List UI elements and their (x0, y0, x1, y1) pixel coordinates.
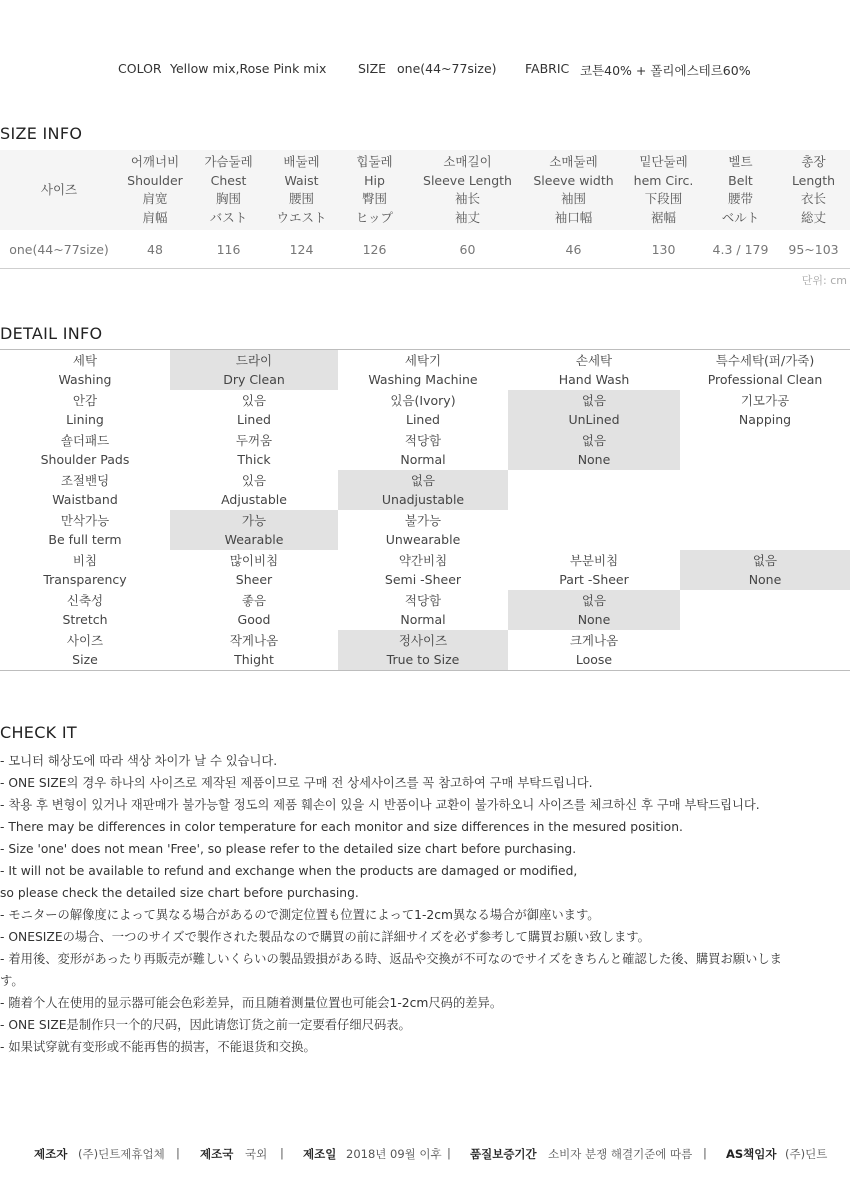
check-it-title: CHECK IT (0, 723, 77, 742)
check-it-line: - Size 'one' does not mean 'Free', so please refer to the detailed size chart before purchasing. (0, 842, 577, 856)
size-row-header: 사이즈 (0, 150, 118, 230)
detail-option-cell: 불가능 Unwearable (385, 512, 461, 547)
check-it-line: - There may be differences in color temperature for each monitor and size differences in the mesured position. (0, 820, 683, 834)
detail-option-cell: 특수세탁(퍼/가죽) Professional Clean (707, 352, 823, 387)
detail-row (0, 630, 850, 671)
date-value: 2018년 09월 이후 (346, 1147, 442, 1161)
check-it-line: - 착용 후 변형이 있거나 재판매가 불가능할 정도의 제품 훼손이 있을 시 반품이나 교환이 불가하오니 사이즈를 체크하신 후 구매 부탁드립니다. (0, 798, 760, 812)
size-value-cell: 60 (411, 230, 524, 269)
check-it-line: - It will not be available to refund and exchange when the products are damaged or modified, (0, 864, 578, 878)
detail-option-cell: 손세탁 Hand Wash (558, 352, 630, 387)
size-row-label: one(44~77size) (0, 230, 118, 269)
check-it-line: - 随着个人在使用的显示器可能会色彩差异，而且随着测量位置也可能会1-2cm尺码的差异。 (0, 996, 503, 1010)
detail-option-cell: 적당함 Normal (400, 592, 446, 627)
detail-table (0, 349, 850, 671)
size-value-cell: 130 (623, 230, 704, 269)
detail-option-cell: 기모가공 Napping (738, 392, 792, 427)
size-value-cell: 46 (524, 230, 623, 269)
check-it-line: - ONESIZEの場合、一つのサイズで製作された製品なので購買の前に詳細サイズを必ず参考して購買お願い致します。 (0, 930, 650, 944)
check-it-line: so please check the detailed size chart before purchasing. (0, 886, 359, 900)
color-value: Yellow mix,Rose Pink mix (170, 61, 327, 76)
detail-option-cell: 가능 Wearable (170, 510, 338, 550)
size-col-header: 밑단둘레 hem Circ. 下段围 裾幅 (623, 150, 704, 230)
detail-info-title: DETAIL INFO (0, 324, 103, 343)
size-label: SIZE (358, 61, 387, 76)
detail-row-label: 비침 Transparency (43, 552, 127, 587)
detail-row-label: 사이즈 Size (66, 632, 104, 667)
size-value-cell: 48 (118, 230, 192, 269)
detail-option-cell: 없음 None (680, 550, 850, 590)
size-col-header: 어깨너비 Shoulder 肩宽 肩幅 (118, 150, 192, 230)
detail-option-cell: 많이비침 Sheer (229, 552, 279, 587)
as-label: AS책임자 (726, 1147, 777, 1161)
detail-option-cell: 부분비침 Part -Sheer (559, 552, 629, 587)
detail-option-cell: 있음 Lined (237, 392, 271, 427)
maker-value: (주)딘트제휴업체 (78, 1147, 165, 1161)
detail-option-cell: 약간비침 Semi -Sheer (384, 552, 462, 587)
check-it-line: - 모니터 해상도에 따라 색상 차이가 날 수 있습니다. (0, 754, 278, 768)
size-value-cell: 4.3 / 179 (704, 230, 777, 269)
maker-label: 제조자 (34, 1147, 68, 1161)
detail-option-cell: 있음(Ivory) Lined (390, 392, 456, 427)
detail-option-cell: 세탁기 Washing Machine (368, 352, 478, 387)
size-value-cell: 126 (338, 230, 411, 269)
color-label: COLOR (118, 61, 162, 76)
detail-row (0, 350, 850, 391)
size-table-header (0, 150, 850, 230)
size-table-row (0, 230, 850, 269)
size-value-cell: 95~103 (777, 230, 850, 269)
size-col-header: 배둘레 Waist 腰围 ウエスト (265, 150, 338, 230)
detail-option-cell: 드라이 Dry Clean (170, 350, 338, 391)
fabric-value: 코튼40% + 폴리에스테르60% (580, 63, 751, 78)
check-it-line: - 如果试穿就有变形或不能再售的损害，不能退货和交换。 (0, 1040, 316, 1054)
detail-row (0, 390, 850, 430)
detail-option-cell (680, 430, 850, 470)
detail-option-cell: 적당함 Normal (400, 432, 446, 467)
size-col-header: 소매둘레 Sleeve width 袖围 袖口幅 (524, 150, 623, 230)
detail-option-cell (680, 510, 850, 550)
check-it-line: - ONE SIZE是制作只一个的尺码，因此请您订货之前一定要看仔细尺码表。 (0, 1018, 411, 1032)
footer-separator: | (703, 1146, 707, 1160)
detail-option-cell: 좋음 Good (237, 592, 271, 627)
country-value: 국외 (245, 1147, 268, 1161)
country-label: 제조국 (200, 1147, 234, 1161)
warranty-label: 품질보증기간 (470, 1147, 537, 1161)
detail-option-cell: 있음 Adjustable (221, 472, 287, 507)
detail-row (0, 590, 850, 630)
fabric-label: FABRIC (525, 61, 570, 76)
footer-separator: | (280, 1146, 284, 1160)
detail-row (0, 470, 850, 510)
detail-option-cell (508, 470, 680, 510)
detail-option-cell (680, 590, 850, 630)
check-it-list (0, 750, 850, 1058)
size-col-header: 소매길이 Sleeve Length 袖长 袖丈 (411, 150, 524, 230)
detail-row-label: 만삭가능 Be full term (48, 512, 122, 547)
check-it-line: す。 (0, 974, 24, 988)
size-table (0, 150, 850, 269)
size-value: one(44~77size) (397, 61, 497, 76)
footer-separator: | (447, 1146, 451, 1160)
detail-option-cell (680, 470, 850, 510)
detail-option-cell: 정사이즈 True to Size (338, 630, 508, 671)
size-col-header: 총장 Length 衣长 総丈 (777, 150, 850, 230)
detail-option-cell: 두꺼움 Thick (235, 432, 273, 467)
footer-separator: | (176, 1146, 180, 1160)
detail-option-cell (508, 510, 680, 550)
date-label: 제조일 (303, 1147, 337, 1161)
check-it-line: - 着用後、変形があったり再販売が難しいくらいの製品毀損がある時、返品や交換が不可なのでサイズをきちんと確認した後、購買お願いしま (0, 952, 782, 966)
detail-option-cell (680, 630, 850, 671)
check-it-line: - モニターの解像度によって異なる場合があるので測定位置も位置によって1-2cm異なる場合が御座います。 (0, 908, 600, 922)
detail-row-label: 세탁 Washing (58, 352, 112, 387)
check-it-line: - ONE SIZE의 경우 하나의 사이즈로 제작된 제품이므로 구매 전 상세사이즈를 꼭 참고하여 구매 부탁드립니다. (0, 776, 593, 790)
size-unit-note: 단위: cm (801, 274, 847, 287)
detail-option-cell: 작게나옴 Thight (229, 632, 279, 667)
size-col-header: 벨트 Belt 腰带 ベルト (704, 150, 777, 230)
warranty-value: 소비자 분쟁 해결기준에 따름 (548, 1147, 693, 1161)
detail-option-cell: 없음 Unadjustable (338, 470, 508, 510)
detail-option-cell: 크게나옴 Loose (569, 632, 619, 667)
detail-row (0, 510, 850, 550)
size-col-header: 가슴둘레 Chest 胸围 バスト (192, 150, 265, 230)
size-info-title: SIZE INFO (0, 124, 83, 143)
detail-row-label: 안감 Lining (66, 392, 104, 427)
detail-row-label: 조절밴딩 Waistband (52, 472, 118, 507)
size-col-header: 힙둘레 Hip 臀围 ヒップ (338, 150, 411, 230)
detail-row (0, 550, 850, 590)
detail-option-cell: 없음 UnLined (508, 390, 680, 430)
detail-row-label: 신축성 Stretch (62, 592, 108, 627)
detail-row (0, 430, 850, 470)
size-value-cell: 116 (192, 230, 265, 269)
size-value-cell: 124 (265, 230, 338, 269)
detail-option-cell: 없음 None (508, 590, 680, 630)
as-value: (주)딘트 (785, 1147, 828, 1161)
detail-option-cell: 없음 None (508, 430, 680, 470)
detail-row-label: 숄더패드 Shoulder Pads (40, 432, 130, 467)
